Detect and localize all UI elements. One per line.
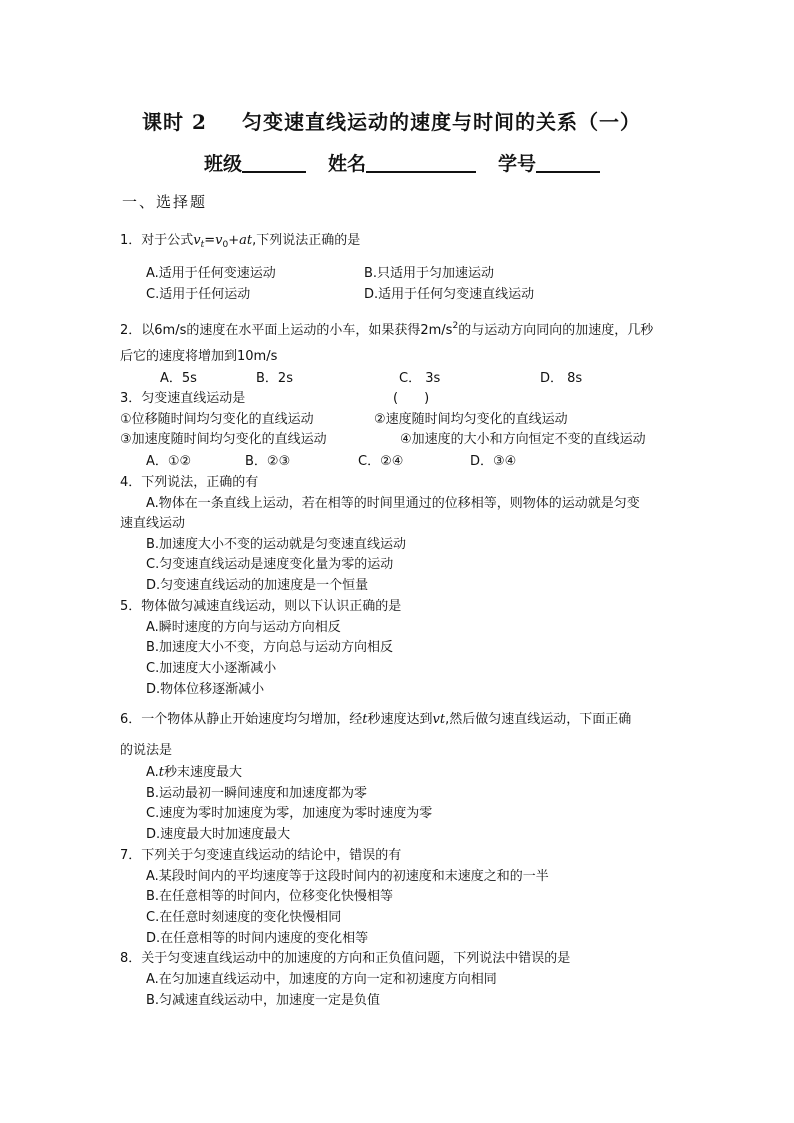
question-6-option-b[interactable]: B.运动最初一瞬间速度和加速度都为零 (146, 786, 368, 801)
question-3-option-c[interactable]: C．②④ (358, 454, 404, 469)
question-8-option-b[interactable]: B.匀减速直线运动中，加速度一定是负值 (146, 993, 381, 1008)
lesson-number: 课时 2 (142, 110, 207, 134)
question-5-option-b[interactable]: B.加速度大小不变，方向总与运动方向相反 (146, 640, 394, 655)
id-blank[interactable] (536, 152, 600, 173)
question-4-option-d[interactable]: D.匀变速直线运动的加速度是一个恒量 (146, 578, 369, 593)
id-label: 学号 (498, 153, 537, 175)
question-3-statement-3: ③加速度随时间均匀变化的直线运动 (120, 432, 327, 447)
lesson-title: 匀变速直线运动的速度与时间的关系（一） (242, 110, 641, 134)
question-3-statement-4: ④加速度的大小和方向恒定不变的直线运动 (400, 432, 646, 447)
question-2-option-a[interactable]: A．5s (160, 371, 197, 386)
question-1-option-a[interactable]: A.适用于任何变速运动 (146, 266, 276, 281)
question-5-stem: 5．物体做匀减速直线运动，则以下认识正确的是 (120, 599, 402, 614)
name-label: 姓名 (328, 153, 367, 175)
question-6-option-d[interactable]: D.速度最大时加速度最大 (146, 827, 291, 842)
page-title (142, 106, 641, 135)
name-blank[interactable] (366, 152, 476, 173)
question-3-stem: 3．匀变速直线运动是 (120, 391, 246, 406)
class-label: 班级 (204, 153, 243, 175)
question-3-option-d[interactable]: D．③④ (470, 454, 517, 469)
question-1-stem: 1．对于公式$v_t=v_0+at$,下列说法正确的是 (120, 233, 361, 250)
question-7-option-b[interactable]: B.在任意相等的时间内，位移变化快慢相等 (146, 889, 394, 904)
question-3-option-b[interactable]: B．②③ (245, 454, 291, 469)
question-5-option-a[interactable]: A.瞬时速度的方向与运动方向相反 (146, 620, 341, 635)
question-7-option-a[interactable]: A.某段时间内的平均速度等于这段时间内的初速度和末速度之和的一半 (146, 869, 549, 884)
question-4-option-a[interactable]: A.物体在一条直线上运动，若在相等的时间里通过的位移相等，则物体的运动就是匀变 (146, 496, 640, 511)
question-3-answer-paren[interactable]: ( ) (393, 391, 430, 406)
question-2-option-b[interactable]: B．2s (256, 371, 293, 386)
question-8-stem: 8．关于匀变速直线运动中的加速度的方向和正负值问题，下列说法中错误的是 (120, 951, 571, 966)
question-7-option-d[interactable]: D.在任意相等的时间内速度的变化相等 (146, 931, 369, 946)
question-5-option-d[interactable]: D.物体位移逐渐减小 (146, 682, 265, 697)
question-5-option-c[interactable]: C.加速度大小逐渐减小 (146, 661, 277, 676)
question-6-stem-line2: 的说法是 (120, 743, 173, 758)
question-2-option-d[interactable]: D． 8s (540, 371, 583, 386)
question-7-stem: 7．下列关于匀变速直线运动的结论中，错误的有 (120, 848, 402, 863)
question-1-option-b[interactable]: B.只适用于匀加速运动 (364, 266, 495, 281)
question-1-option-c[interactable]: C.适用于任何运动 (146, 287, 251, 302)
question-4-option-a-line2: 速直线运动 (120, 516, 186, 531)
question-6-option-c[interactable]: C.速度为零时加速度为零，加速度为零时速度为零 (146, 806, 433, 821)
question-4-option-b[interactable]: B.加速度大小不变的运动就是匀变速直线运动 (146, 537, 407, 552)
question-2-stem: 2．以6m/s的速度在水平面上运动的小车，如果获得$2m/s^2$的与运动方向同向的加速度，几秒 (120, 321, 654, 338)
question-4-option-c[interactable]: C.匀变速直线运动是速度变化量为零的运动 (146, 557, 394, 572)
question-8-option-a[interactable]: A.在匀加速直线运动中，加速度的方向一定和初速度方向相同 (146, 972, 497, 987)
question-2-option-c[interactable]: C． 3s (399, 371, 441, 386)
question-1-option-d[interactable]: D.适用于任何匀变速直线运动 (364, 287, 535, 302)
question-3-statement-2: ②速度随时间均匀变化的直线运动 (374, 412, 568, 427)
question-4-stem: 4．下列说法，正确的有 (120, 475, 259, 490)
question-3-statement-1: ①位移随时间均匀变化的直线运动 (120, 412, 314, 427)
question-7-option-c[interactable]: C.在任意时刻速度的变化快慢相同 (146, 910, 342, 925)
section-heading: 一、选择题 (122, 193, 208, 211)
question-6-stem: 6．一个物体从静止开始速度均匀增加，经t秒速度达到vt,然后做匀速直线运动，下面正确 (120, 712, 632, 727)
question-3-option-a[interactable]: A．①② (146, 454, 192, 469)
question-2-stem-line2: 后它的速度将增加到10m/s (120, 349, 278, 364)
student-info-line (204, 149, 600, 176)
class-blank[interactable] (242, 152, 306, 173)
question-6-option-a[interactable]: A.t秒末速度最大 (146, 765, 243, 780)
